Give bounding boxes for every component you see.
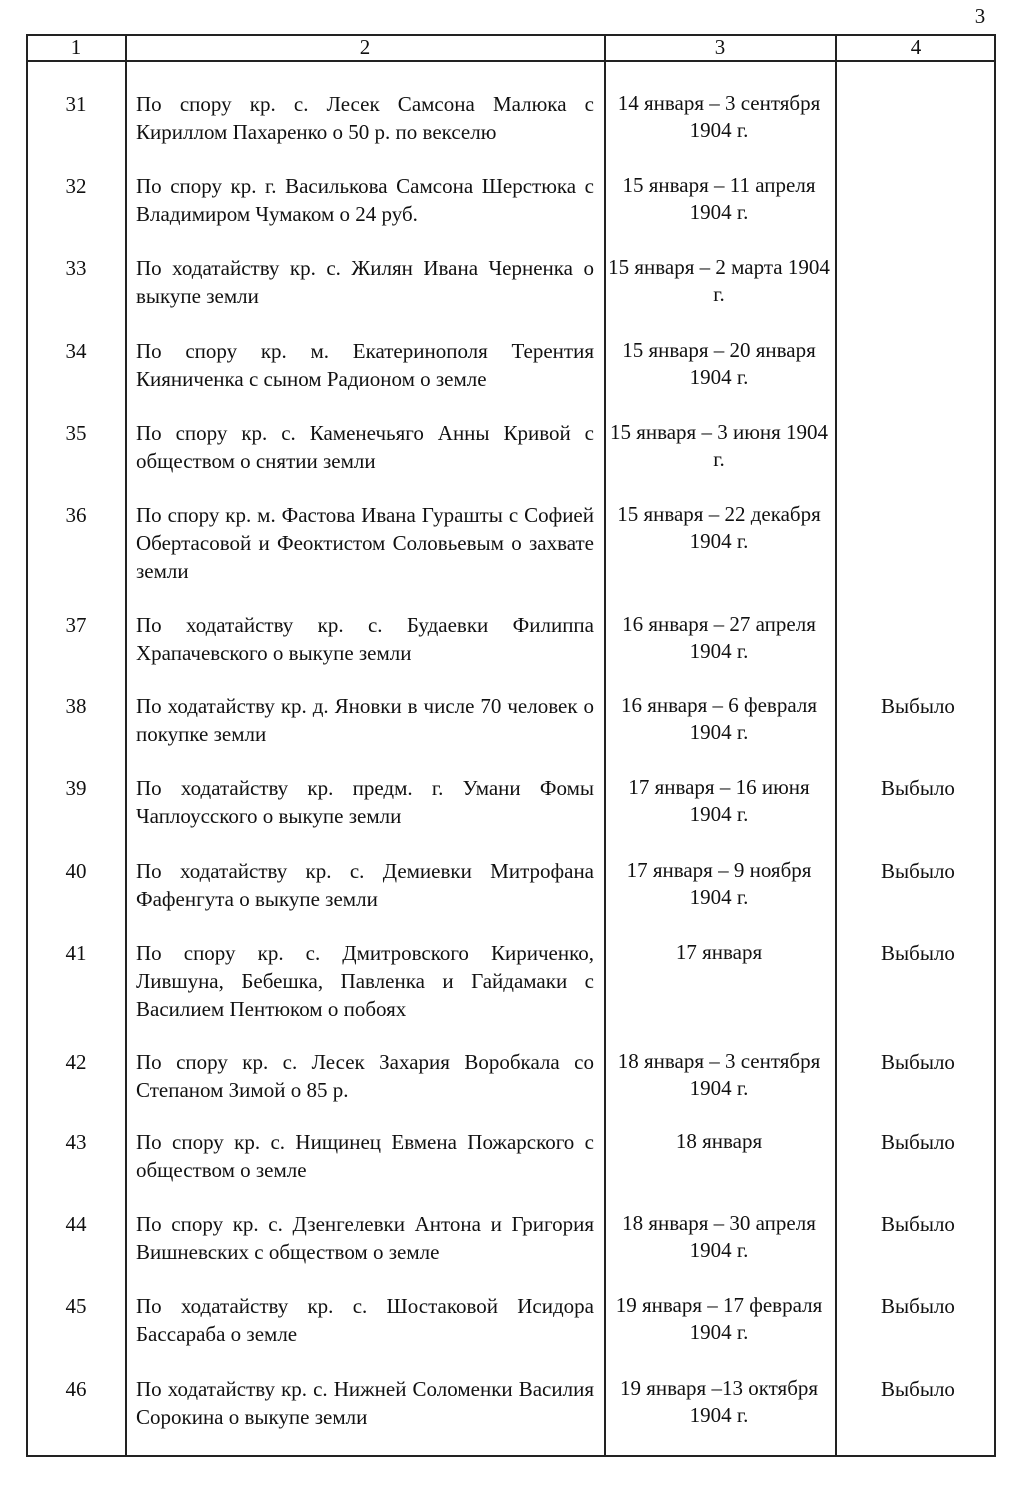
row-number: 42	[65, 1050, 87, 1074]
row-description: По спору кр. с. Лесек Самсона Малюка с Кириллом Пахаренко о 50 р. по векселю	[136, 92, 594, 144]
row-number: 31	[65, 92, 87, 116]
row-date: 17 января – 16 июня 1904 г.	[628, 775, 810, 826]
page-number: 3	[974, 4, 986, 28]
row-description: По ходатайству кр. с. Шостаковой Исидора Бассараба о земле	[136, 1294, 594, 1346]
row-date: 18 января – 30 апреля 1904 г.	[622, 1211, 816, 1262]
row-number: 41	[65, 941, 87, 965]
row-description: По спору кр. м. Екатеринополя Терентия Кияниченка с сыном Радионом о земле	[136, 339, 594, 391]
row-note: Выбыло	[881, 1294, 955, 1318]
row-note: Выбыло	[881, 694, 955, 718]
row-number: 37	[65, 613, 87, 637]
row-number: 45	[65, 1294, 87, 1318]
row-number: 40	[65, 859, 87, 883]
column-header-2: 2	[359, 35, 371, 59]
column-header-1: 1	[70, 35, 82, 59]
row-date: 15 января – 22 декабря 1904 г.	[617, 502, 821, 553]
row-date: 18 января	[675, 1129, 763, 1153]
row-number: 32	[65, 174, 87, 198]
row-description: По спору кр. с. Дмитровского Кириченко, Лившуна, Бебешка, Павленка и Гайдамаки с Василием Пентюком о побоях	[136, 941, 594, 1021]
column-divider	[125, 34, 127, 1457]
column-header-3: 3	[714, 35, 726, 59]
row-description: По ходатайству кр. предм. г. Умани Фомы Чаплоусского о выкупе земли	[136, 776, 594, 828]
row-date: 15 января – 20 января 1904 г.	[622, 338, 816, 389]
row-number: 33	[65, 256, 87, 280]
row-description: По спору кр. м. Фастова Ивана Гурашты с Софией Обертасовой и Феоктистом Соловьевым о захвате земли	[136, 503, 594, 583]
row-note: Выбыло	[881, 1130, 955, 1154]
row-date: 15 января – 2 марта 1904 г.	[608, 255, 830, 306]
row-description: По ходатайству кр. с. Будаевки Филиппа Храпачевского о выкупе земли	[136, 613, 594, 665]
row-description: По спору кр. с. Дзенгелевки Антона и Григория Вишневских с обществом о земле	[136, 1212, 594, 1264]
row-date: 15 января – 11 апреля 1904 г.	[622, 173, 816, 224]
row-description: По спору кр. с. Нищинец Евмена Пожарского с обществом о земле	[136, 1130, 594, 1182]
row-description: По ходатайству кр. с. Жилян Ивана Черненка о выкупе земли	[136, 256, 594, 308]
row-date: 15 января – 3 июня 1904 г.	[609, 420, 829, 471]
row-note: Выбыло	[881, 859, 955, 883]
row-note: Выбыло	[881, 776, 955, 800]
row-date: 16 января – 27 апреля 1904 г.	[622, 612, 816, 663]
row-date: 16 января – 6 февраля 1904 г.	[620, 693, 817, 744]
row-description: По спору кр. с. Каменечьяго Анны Кривой с обществом о снятии земли	[136, 421, 594, 473]
row-number: 35	[65, 421, 87, 445]
row-number: 39	[65, 776, 87, 800]
row-note: Выбыло	[881, 1377, 955, 1401]
row-date: 19 января –13 октября 1904 г.	[619, 1376, 819, 1427]
column-header-4: 4	[910, 35, 922, 59]
row-description: По ходатайству кр. д. Яновки в числе 70 человек о покупке земли	[136, 694, 594, 746]
row-number: 36	[65, 503, 87, 527]
row-description: По ходатайству кр. с. Демиевки Митрофана Фафенгута о выкупе земли	[136, 859, 594, 911]
row-description: По спору кр. г. Василькова Самсона Шерстюка с Владимиром Чумаком о 24 руб.	[136, 174, 594, 226]
column-divider	[835, 34, 837, 1457]
row-note: Выбыло	[881, 1050, 955, 1074]
row-date: 14 января – 3 сентября 1904 г.	[617, 91, 821, 142]
row-number: 44	[65, 1212, 87, 1236]
row-number: 46	[65, 1377, 87, 1401]
row-description: По спору кр. с. Лесек Захария Воробкала со Степаном Зимой о 85 р.	[136, 1050, 594, 1102]
row-note: Выбыло	[881, 1212, 955, 1236]
row-date: 18 января – 3 сентября 1904 г.	[617, 1049, 821, 1100]
row-note: Выбыло	[881, 941, 955, 965]
row-description: По ходатайству кр. с. Нижней Соломенки Василия Сорокина о выкупе земли	[136, 1377, 594, 1429]
row-date: 17 января – 9 ноября 1904 г.	[626, 858, 812, 909]
row-number: 43	[65, 1130, 87, 1154]
row-date: 17 января	[675, 940, 763, 964]
row-date: 19 января – 17 февраля 1904 г.	[615, 1293, 823, 1344]
header-divider	[26, 60, 996, 62]
row-number: 38	[65, 694, 87, 718]
row-number: 34	[65, 339, 87, 363]
